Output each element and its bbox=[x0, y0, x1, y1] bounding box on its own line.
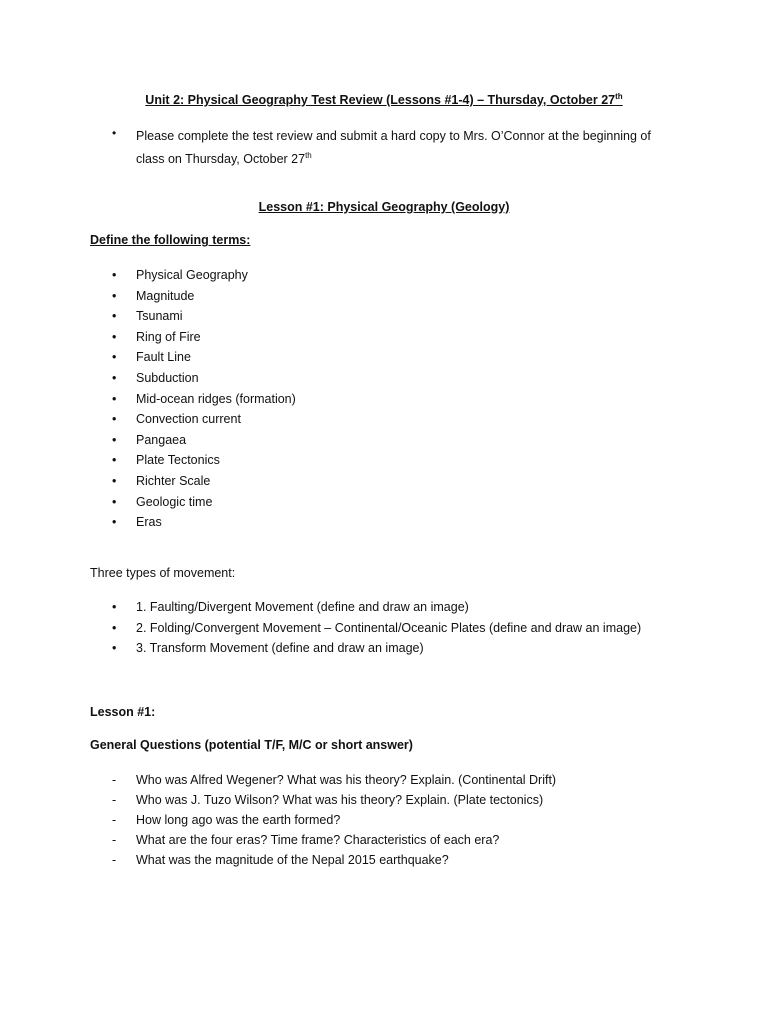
terms-list bbox=[112, 265, 296, 533]
instruction-item bbox=[112, 126, 672, 169]
movement-item: • 2. Folding/Convergent Movement – Continental/Oceanic Plates (define and draw an image) bbox=[112, 618, 641, 639]
document-title bbox=[0, 92, 768, 107]
movement-list bbox=[112, 597, 641, 659]
title-superscript: th bbox=[615, 92, 623, 101]
question-item: - Who was J. Tuzo Wilson? What was his theory? Explain. (Plate tectonics) bbox=[112, 790, 556, 810]
define-terms-heading: Define the following terms: bbox=[90, 233, 251, 247]
question-item: - Who was Alfred Wegener? What was his theory? Explain. (Continental Drift) bbox=[112, 770, 556, 790]
note-superscript: th bbox=[305, 151, 312, 160]
term-item: • Ring of Fire bbox=[112, 327, 296, 348]
movement-heading: Three types of movement: bbox=[90, 566, 236, 580]
movement-item: • 1. Faulting/Divergent Movement (define and draw an image) bbox=[112, 597, 641, 618]
term-item: • Geologic time bbox=[112, 492, 296, 513]
instruction-text bbox=[136, 126, 672, 169]
lesson-heading: Lesson #1: Physical Geography (Geology) bbox=[258, 200, 510, 214]
term-item: • Plate Tectonics bbox=[112, 450, 296, 471]
title-text: Unit 2: Physical Geography Test Review (Lessons #1-4) – Thursday, October 27 bbox=[145, 93, 616, 108]
term-item: • Convection current bbox=[112, 409, 296, 430]
term-item: • Magnitude bbox=[112, 286, 296, 307]
general-questions-heading: General Questions (potential T/F, M/C or short answer) bbox=[90, 738, 413, 752]
bullet-icon: • bbox=[112, 126, 117, 140]
questions-list bbox=[112, 770, 556, 870]
term-item: • Fault Line bbox=[112, 347, 296, 368]
question-item: - How long ago was the earth formed? bbox=[112, 810, 556, 830]
term-item: • Richter Scale bbox=[112, 471, 296, 492]
term-item: • Tsunami bbox=[112, 306, 296, 327]
note-text: Please complete the test review and submit a hard copy to Mrs. O’Connor at the beginning of class on Thursday, October 27 bbox=[136, 129, 651, 167]
term-item: • Pangaea bbox=[112, 430, 296, 451]
term-item: • Mid-ocean ridges (formation) bbox=[112, 389, 296, 410]
term-item: • Eras bbox=[112, 512, 296, 533]
movement-item: • 3. Transform Movement (define and draw an image) bbox=[112, 638, 641, 659]
lesson1-label: Lesson #1: bbox=[90, 705, 156, 719]
term-item: • Physical Geography bbox=[112, 265, 296, 286]
question-item: - What was the magnitude of the Nepal 2015 earthquake? bbox=[112, 850, 556, 870]
question-item: - What are the four eras? Time frame? Characteristics of each era? bbox=[112, 830, 556, 850]
term-item: • Subduction bbox=[112, 368, 296, 389]
